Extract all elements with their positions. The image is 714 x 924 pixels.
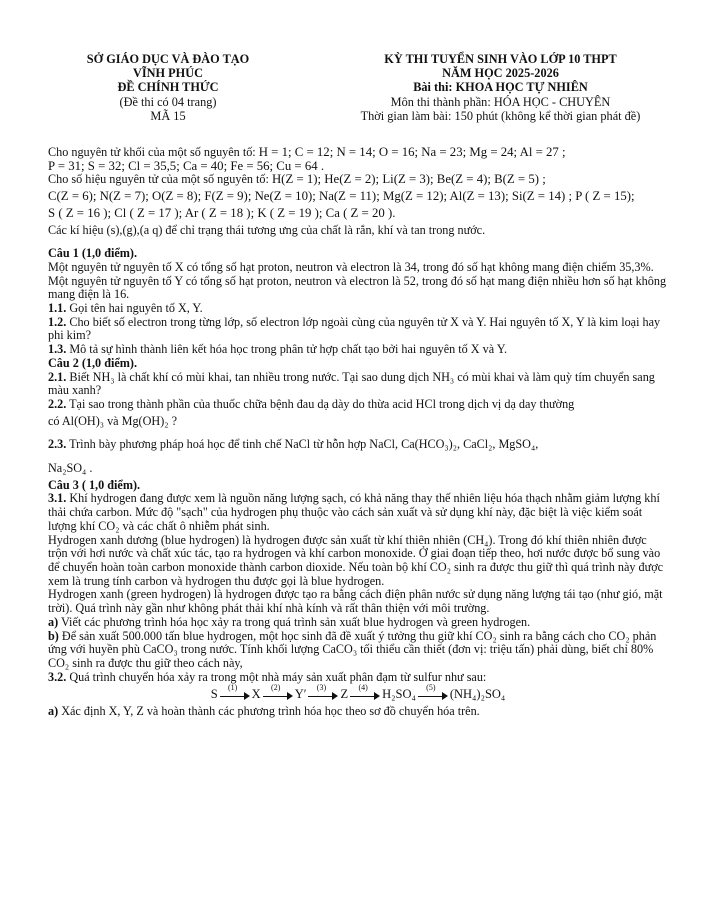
question-3-title: Câu 3 ( 1,0 điểm). <box>48 477 141 492</box>
atomic-number-values-2: C(Z = 6); N(Z = 7); O(Z = 8); F(Z = 9); Ne(Z = 10); Na(Z = 11); Mg(Z = 12); Al(Z = 13); Si(Z = 14) ; P ( Z = 15); <box>48 189 635 204</box>
atomic-mass-values-2: P = 31; S = 32; Cl = 35,5; Ca = 40; Fe = 56; Cu = 64 . <box>48 158 325 173</box>
atomic-mass-values-1: H = 1; C = 12; N = 14; O = 16; Na = 23; Mg = 24; Al = 27 ; <box>258 145 566 159</box>
part-text: Tại sao trong thành phần của thuốc chữa bệnh đau dạ dày do thừa acid HCl trong dịch vị dạ day thường <box>69 396 575 411</box>
sub-text: Để sản xuất 500.000 tấn blue hydrogen, một học sinh đã đề xuất ý tưởng thu giữ khí CO₂ sinh ra bằng cách cho CO₂ phản ứng với huyền phù CaCO₃ trong nước. Tính khối lượng CaCO₃ tối thiểu cần thiết (đơn vị: triệu tấn) phải dùng, biết chỉ 80% CO₂ sinh ra được thu giữ theo cách này, <box>48 628 657 670</box>
sub-text: Xác định X, Y, Z và hoàn thành các phương trình hóa học theo sơ đồ chuyển hóa trên. <box>61 704 480 719</box>
step-label: (5) <box>426 683 436 693</box>
question-2-title: Câu 2 (1,0 điểm). <box>48 355 138 370</box>
part-number: 2.2. <box>48 396 67 411</box>
province-name: VĨNH PHÚC <box>132 66 204 81</box>
atomic-number-values-3: S ( Z = 16 ); Cl ( Z = 17 ); Ar ( Z = 18 ); K ( Z = 19 ); Ca ( Z = 20 ). <box>48 205 396 220</box>
atomic-number-line <box>48 173 668 187</box>
blue-hydrogen-paragraph: Hydrogen xanh dương (blue hydrogen) là hydrogen được sản xuất từ khí thiên nhiên (CH₄). Trong đó khí thiên nhiên được trộn với hơi nước và chất xúc tác, tạo ra hydrogen và khí carbon monoxide. Ở giai đoạn tiếp theo, hơi nước được bổ sung vào để chuyển hoàn toàn carbon monoxide thành carbon dioxide. Nếu toàn bộ khí CO₂ sinh ra được thu giữ thì quá trình này được xem là trung tính carbon và hydrogen thu được gọi là blue hydrogen. <box>48 532 664 588</box>
chain-arrow-2 <box>263 683 293 700</box>
green-hydrogen-paragraph: Hydrogen xanh (green hydrogen) là hydrogen được tạo ra bằng cách điện phân nước sử dụng năng lượng tái tạo (như gió, mặt trời). Quá trình này gần như không phát thải khí nhà kính và rất thân thiện với môi trường. <box>48 587 663 616</box>
subject: Bài thi: KHOA HỌC TỰ NHIÊN <box>413 80 588 95</box>
question-3-2-a <box>48 705 668 719</box>
part-text: Cho biết số electron trong từng lớp, số electron lớp ngoài cùng của nguyên tử X và Y. Hai nguyên tố X, Y là kim loại hay phi kim? <box>48 314 661 343</box>
sub-text: Viết các phương trình hóa học xảy ra trong quá trình sản xuất blue hydrogen và green hydrogen. <box>60 614 531 629</box>
question-3-2 <box>48 671 668 685</box>
part-number: 2.1. <box>48 369 67 384</box>
chain-arrow-1 <box>220 683 250 700</box>
sub-label: a) <box>48 614 59 629</box>
part-text: Trình bày phương pháp hoá học để tinh chế NaCl từ hỗn hợp NaCl, Ca(HCO₃)₂, CaCl₂, MgSO₄, <box>69 437 539 452</box>
part-text: Khí hydrogen đang được xem là nguồn năng lượng sạch, có khả năng thay thế nhiên liệu hóa thạch nhằm giảm lượng khí thải chứa carbon. Mức độ "sạch" của hydrogen phụ thuộc vào cách sản xuất và sử dụng khí này, đặc biệt là việc kiểm soát lượng khí CO₂ và các chất ô nhiễm phát sinh. <box>48 491 660 533</box>
question-1-3 <box>48 343 668 357</box>
chain-species-h2so4: H₂SO₄ <box>382 687 416 702</box>
component-subject: Môn thi thành phần: HÓA HỌC - CHUYÊN <box>390 94 611 109</box>
question-3-1-a <box>48 616 668 630</box>
header-left <box>48 52 288 123</box>
atomic-mass-line <box>48 146 668 160</box>
atomic-mass-label: Cho nguyên tử khối của một số nguyên tố: <box>48 145 256 159</box>
chain-species-z: Z <box>340 687 349 702</box>
chain-arrow-4 <box>350 683 380 700</box>
atomic-number-label: Cho số hiệu nguyên tử của một số nguyên tố: <box>48 172 269 187</box>
question-2-2-cont: có Al(OH)₃ và Mg(OH)₂ ? <box>48 413 177 428</box>
part-number: 2.3. <box>48 437 67 452</box>
part-number: 1.1. <box>48 301 67 316</box>
time-limit: Thời gian làm bài: 150 phút (không kể thời gian phát đề) <box>360 108 641 123</box>
chain-species-x: X <box>251 687 261 702</box>
question-3-1 <box>48 492 668 533</box>
part-number: 1.3. <box>48 342 67 357</box>
atomic-number-values-1: H(Z = 1); He(Z = 2); Li(Z = 3); Be(Z = 4); B(Z = 5) ; <box>271 172 546 187</box>
exam-code: MÃ 15 <box>150 108 186 123</box>
question-1-2 <box>48 316 668 343</box>
question-2-3 <box>48 438 668 452</box>
chain-species-y: Y′ <box>294 687 307 702</box>
school-year: NĂM HỌC 2025-2026 <box>442 66 559 81</box>
step-label: (3) <box>316 683 327 693</box>
question-1-1 <box>48 302 668 316</box>
department-name: SỞ GIÁO DỤC VÀ ĐÀO TẠO <box>86 52 250 66</box>
sub-label: b) <box>48 628 59 643</box>
sub-label: a) <box>48 704 59 719</box>
question-1-text: Một nguyên tử nguyên tố X có tổng số hạt proton, neutron và electron là 34, trong đó số hạt không mang điện chiếm 35,3%. Một nguyên tử nguyên tố Y có tổng số hạt proton, neutron và electron là 52, trong đó số hạt mang điện nhiều hơn số hạt không mang điện là 16. <box>48 259 667 302</box>
conversion-chain <box>48 683 668 702</box>
chain-arrow-3 <box>308 683 338 700</box>
part-number: 1.2. <box>48 314 67 329</box>
step-label: (2) <box>271 683 281 693</box>
part-text: Mô tả sự hình thành liên kết hóa học trong phân tử hợp chất tạo bởi hai nguyên tố X và Y. <box>69 342 508 357</box>
official-label: ĐỀ CHÍNH THỨC <box>117 80 219 95</box>
question-3-1-b <box>48 630 668 671</box>
question-1-title: Câu 1 (1,0 điểm). <box>48 246 138 261</box>
states-note: Các kí hiệu (s),(g),(a q) để chỉ trạng thái tương ưng của chất là rắn, khí và tan trong nước. <box>48 222 486 237</box>
header-right <box>318 52 683 123</box>
part-number: 3.2. <box>48 669 67 684</box>
chain-arrow-5 <box>418 683 448 700</box>
exam-body <box>48 146 668 719</box>
chain-species-s: S <box>210 687 218 702</box>
part-text: Biết NH₃ là chất khí có mùi khai, tan nhiều trong nước. Tại sao dung dịch NH₃ có mùi khai và làm quỳ tím chuyển sang màu xanh? <box>48 369 655 398</box>
exam-title: KỲ THI TUYỂN SINH VÀO LỚP 10 THPT <box>384 52 617 66</box>
part-number: 3.1. <box>48 491 67 506</box>
step-label: (4) <box>358 683 368 693</box>
page-count: (Đề thi có 04 trang) <box>119 94 217 109</box>
question-2-1 <box>48 371 668 398</box>
part-text: Quá trình chuyển hóa xảy ra trong một nhà máy sản xuất phân đạm từ sulfur như sau: <box>69 669 487 684</box>
question-2-3-cont: Na₂SO₄ . <box>48 461 93 476</box>
part-text: Gọi tên hai nguyên tố X, Y. <box>69 301 203 316</box>
chain-species-nh4-2so4: (NH₄)₂SO₄ <box>449 687 506 702</box>
step-label: (1) <box>228 683 238 693</box>
question-2-2 <box>48 398 668 412</box>
